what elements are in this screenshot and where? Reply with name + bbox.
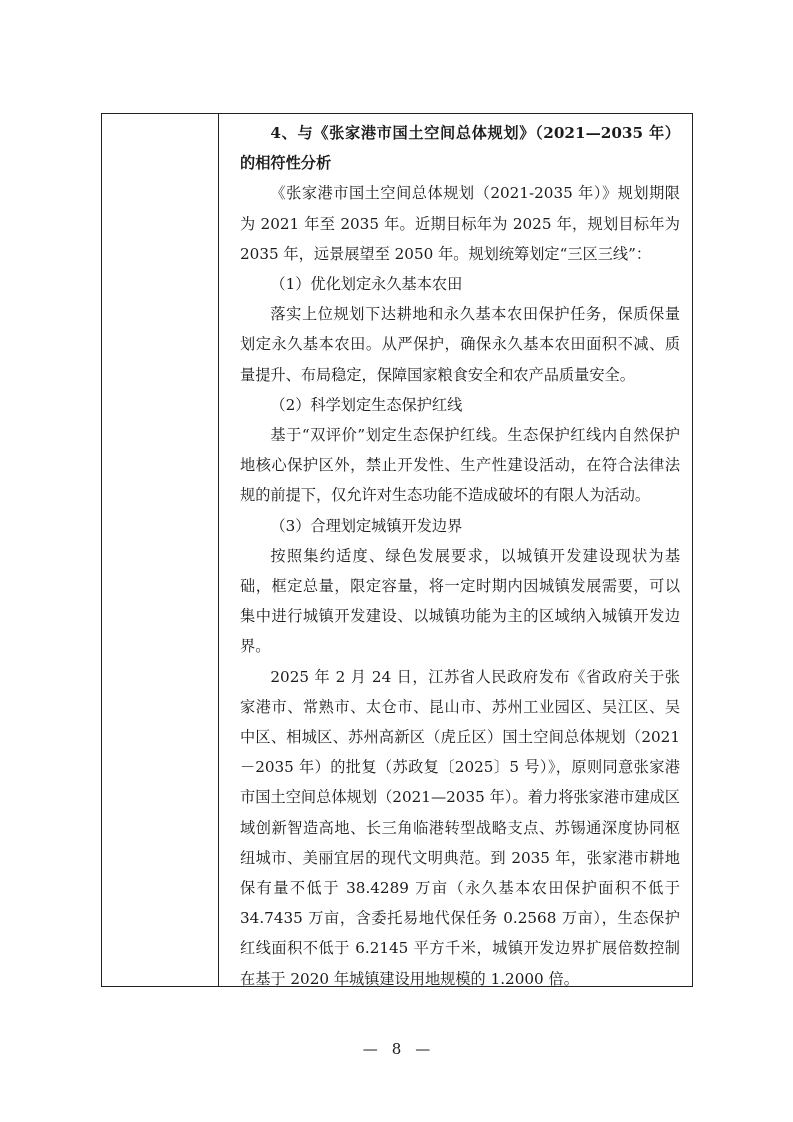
paragraph-approval: 2025 年 2 月 24 日，江苏省人民政府发布《省政府关于张家港市、常熟市、太仓市、昆山市、苏州工业园区、吴江区、吴中区、相城区、苏州高新区（虎丘区）国土空间总体规划（2021－2035 年）的批复（苏政复〔2025〕5 号）》，原则同意张家港市国土空间总体规划（2021—2035 年）。着力将张家港市建成区域创新智造高地、长三角临港转型战略支点、苏锡通深度协同枢纽城市、美丽宜居的现代文明典范。到 2035 年，张家港市耕地保有量不低于 38.4289 万亩（永久基本农田保护面积不低于 34.7435 万亩，含委托易地代保任务 0.2568 万亩），生态保护红线面积不低于 6.2145 平方千米，城镇开发边界扩展倍数控制在基于 2020 年城镇建设用地规模的 1.2000 倍。: [240, 667, 680, 988]
page-footer: [0, 1037, 793, 1061]
footer-dash-left: —: [362, 1040, 378, 1058]
subheading-farmland: （1）优化划定永久基本农田: [270, 275, 463, 294]
paragraph-farmland: 落实上位规划下达耕地和永久基本农田保护任务，保质保量划定永久基本农田。从严保护，确保永久基本农田面积不减、质量提升、布局稳定，保障国家粮食安全和农产品质量安全。: [240, 305, 680, 384]
footer-dash-right: —: [415, 1040, 431, 1058]
page-number: 8: [391, 1040, 402, 1058]
column-divider: [218, 114, 219, 986]
document-table: [101, 113, 693, 987]
subheading-ecological-redline: （2）科学划定生态保护红线: [270, 395, 463, 414]
paragraph-ecological-redline: 基于“双评价”划定生态保护红线。生态保护红线内自然保护地核心保护区外，禁止开发性、生产性建设活动，在符合法律法规的前提下，仅允许对生态功能不造成破坏的有限人为活动。: [240, 426, 680, 505]
table-content-cell: [240, 118, 680, 994]
paragraph-plan-overview: 《张家港市国土空间总体规划（2021-2035 年）》规划期限为 2021 年至 2035 年。近期目标年为 2025 年，规划目标年为 2035 年，远景展望至 2050 年。规划统筹划定“三区三线”：: [240, 184, 680, 263]
paragraph-urban-boundary: 按照集约适度、绿色发展要求，以城镇开发建设现状为基础，框定总量，限定容量，将一定时期内因城镇发展需要，可以集中进行城镇开发建设、以城镇功能为主的区域纳入城镇开发边界。: [240, 546, 680, 656]
subheading-urban-boundary: （3）合理划定城镇开发边界: [270, 516, 463, 535]
section-heading: 4、与《张家港市国土空间总体规划》（2021—2035 年）的相符性分析: [240, 124, 680, 173]
